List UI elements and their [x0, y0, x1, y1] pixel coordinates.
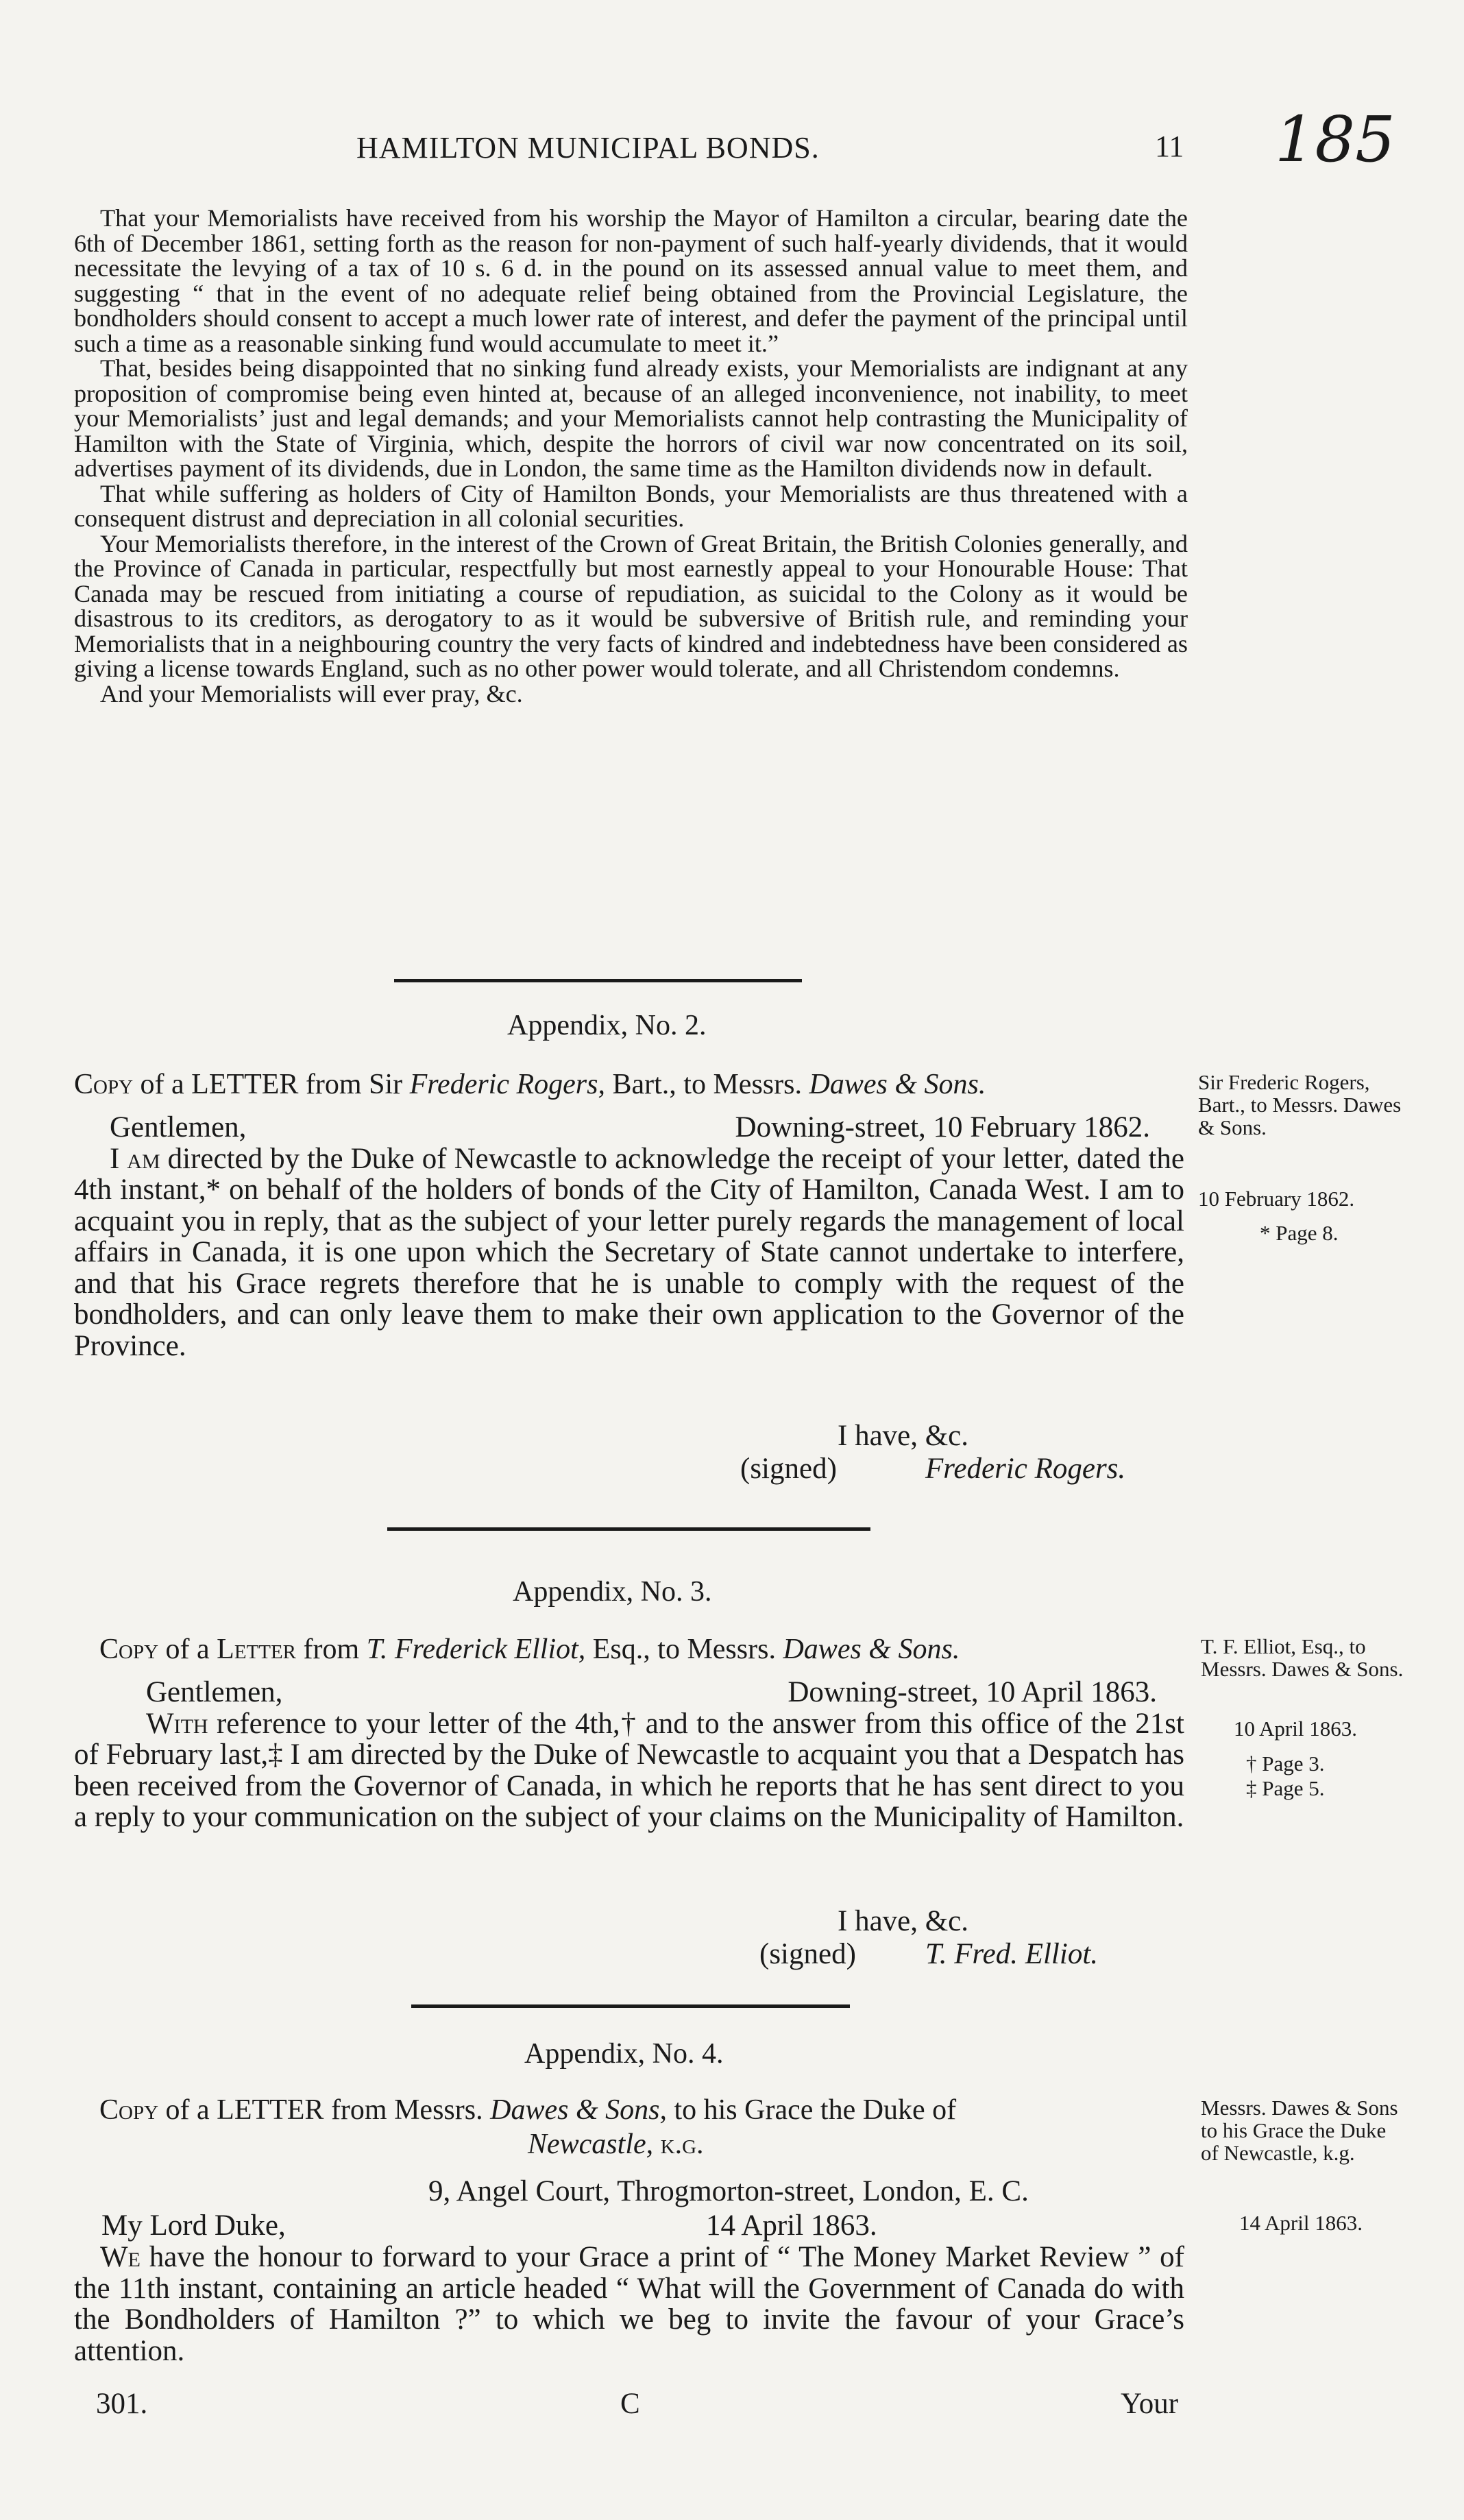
- memorial-text: [74, 206, 1188, 706]
- appendix-2-letter: [74, 1112, 1184, 1361]
- memorial-paragraph: Your Memorialists therefore, in the interest of the Crown of Great Britain, the British Colonies generally, and the Province of Canada in particular, respectfully but most earnestly appeal to your Honourable House: That Canada may be rescued from initiating a course of repudiation, as suicidal to the Colony as it would be disastrous to its creditors, as derogatory to as it would be subversive of British rule, and reminding your Memorialists that in a neighbouring country the very facts of kindred and indebtedness have been considered as giving a license towards England, such as no other power would tolerate, and all Christendom condemns.: [74, 529, 1188, 682]
- salutation: Gentlemen,: [146, 1676, 283, 1708]
- title-name: Frederic Rogers,: [409, 1069, 605, 1100]
- appendix-4-title: [99, 2094, 956, 2127]
- footer-number: 301.: [96, 2388, 148, 2420]
- margin-date: 14 April 1863.: [1239, 2211, 1363, 2235]
- signature-mark: C: [620, 2388, 640, 2420]
- appendix-3-heading: Appendix, No. 3.: [513, 1576, 712, 1608]
- title-copy: Copy: [74, 1069, 134, 1100]
- title-text: of a: [165, 1634, 210, 1665]
- title-text: to his Grace the Duke of: [674, 2094, 957, 2126]
- body-lead: I am: [110, 1142, 160, 1175]
- margin-date: 10 April 1863.: [1234, 1717, 1357, 1741]
- letter-body: [74, 1708, 1184, 1833]
- signed-label: (signed): [759, 1938, 856, 1970]
- body-text: directed by the Duke of Newcastle to acknowledge the receipt of your letter, dated the 4th instant,* on behalf of the holders of bonds of the City of Hamilton, Canada West. I am to acquaint you in reply, that as the subject of your letter purely regards the management of local affairs in Canada, it is one upon which the Secretary of State cannot undertake to interfere, and that his Grace regrets therefore that he is unable to comply with the request of the bondholders, and can only leave them to make their own application to the Governor of the Province.: [74, 1142, 1184, 1362]
- margin-ref: * Page 8.: [1260, 1221, 1339, 1245]
- body-lead: With: [146, 1707, 208, 1740]
- title-name: Newcastle,: [528, 2129, 654, 2160]
- signature: Frederic Rogers.: [925, 1453, 1126, 1485]
- closing: I have, &c.: [838, 1420, 969, 1452]
- title-firm: Dawes & Sons.: [809, 1069, 986, 1100]
- appendix-2-heading: Appendix, No. 2.: [507, 1010, 707, 1041]
- title-text: of a LETTER from Sir: [140, 1069, 403, 1100]
- title-text: of a LETTER from Messrs.: [165, 2094, 483, 2126]
- section-divider: [387, 1527, 870, 1531]
- margin-note: Messrs. Dawes & Sons to his Grace the Duke of Newcastle, k.g.: [1201, 2096, 1398, 2165]
- margin-ref: † Page 3.: [1246, 1752, 1325, 1776]
- handwritten-folio: 185: [1275, 103, 1395, 176]
- title-letter: Letter: [217, 1634, 297, 1665]
- margin-date: 10 February 1862.: [1198, 1187, 1355, 1211]
- appendix-2-title: [74, 1068, 986, 1101]
- title-copy: Copy: [99, 2094, 159, 2126]
- appendix-4-heading: Appendix, No. 4.: [524, 2038, 724, 2070]
- body-text: have the honour to forward to your Grace a print of “ The Money Market Review ” of the 11th instant, containing an article headed “ What will the Government of Canada do with the Bondholders of Hamilton ?” to which we beg to invite the favour of your Grace’s attention.: [74, 2241, 1184, 2367]
- appendix-3-title: [99, 1633, 960, 1666]
- body-lead: We: [100, 2241, 141, 2273]
- memorial-paragraph: And your Memorialists will ever pray, &c.: [100, 679, 523, 707]
- running-head: HAMILTON MUNICIPAL BONDS.: [356, 131, 820, 165]
- address: 9, Angel Court, Throgmorton-street, London, E. C.: [428, 2175, 1029, 2207]
- memorial-paragraph: That, besides being disappointed that no sinking fund already exists, your Memorialists are indignant at any proposition of compromise being even hinted at, because of an alleged inconvenience, not inability, to meet your Memorialists’ just and legal demands; and your Memorialists cannot help contrasting the Municipality of Hamilton with the State of Virginia, which, despite the horrors of civil war now concentrated on its soil, advertises payment of its dividends, due in London, the same time as the Hamilton dividends now in default.: [74, 354, 1188, 482]
- letter-body: [74, 2242, 1184, 2366]
- place-date: Downing-street, 10 February 1862.: [735, 1111, 1150, 1143]
- catchword: Your: [1121, 2388, 1179, 2420]
- appendix-3-letter: [74, 1677, 1184, 1833]
- section-divider: [394, 979, 802, 982]
- title-order: k.g.: [660, 2129, 704, 2160]
- signature: T. Fred. Elliot.: [925, 1938, 1099, 1970]
- letter-body: [74, 1143, 1184, 1362]
- memorial-paragraph: That your Memorialists have received from his worship the Mayor of Hamilton a circular, bearing date the 6th of December 1861, setting forth as the reason for non-payment of such half-yearly dividends, that it would necessitate the levying of a tax of 10 s. 6 d. in the pound on its assessed annual value to meet them, and suggesting “ that in the event of no adequate relief being obtained from the Provincial Legislature, the bondholders should consent to accept a much lower rate of interest, and defer the payment of the principal until such a time as a reasonable sinking fund would accumulate to meet it.”: [74, 204, 1188, 357]
- title-text: from: [303, 1634, 360, 1665]
- margin-ref: ‡ Page 5.: [1246, 1776, 1325, 1800]
- salutation: Gentlemen,: [110, 1111, 247, 1143]
- title-copy: Copy: [99, 1634, 159, 1665]
- section-divider: [411, 2004, 850, 2008]
- title-firm: Dawes & Sons,: [490, 2094, 667, 2126]
- salutation: My Lord Duke,: [101, 2209, 286, 2242]
- closing: I have, &c.: [838, 1905, 969, 1937]
- signed-label: (signed): [740, 1453, 837, 1485]
- page-number: 11: [1155, 130, 1184, 163]
- body-text: reference to your letter of the 4th,† and to the answer from this office of the 21st of February last,‡ I am directed by the Duke of Newcastle to acquaint you that a Despatch has been received from the Governor of Canada, in which he reports that he has sent direct to you a reply to your communication on the subject of your claims on the Municipality of Hamilton.: [74, 1707, 1184, 1833]
- margin-note: Sir Frederic Rogers, Bart., to Messrs. Dawes & Sons.: [1198, 1070, 1402, 1139]
- appendix-4-title-line2: [528, 2128, 704, 2161]
- title-name: T. Frederick Elliot,: [366, 1634, 586, 1665]
- appendix-4-letter: [74, 2242, 1184, 2366]
- margin-note: T. F. Elliot, Esq., to Messrs. Dawes & Sons.: [1201, 1634, 1404, 1681]
- title-text: Bart., to Messrs.: [612, 1069, 802, 1100]
- letter-date: 14 April 1863.: [706, 2209, 877, 2242]
- place-date: Downing-street, 10 April 1863.: [788, 1676, 1157, 1708]
- title-firm: Dawes & Sons.: [783, 1634, 960, 1665]
- title-text: Esq., to Messrs.: [592, 1634, 776, 1665]
- memorial-paragraph: That while suffering as holders of City of Hamilton Bonds, your Memorialists are thus threatened with a consequent distrust and depreciation in all colonial securities.: [74, 479, 1188, 532]
